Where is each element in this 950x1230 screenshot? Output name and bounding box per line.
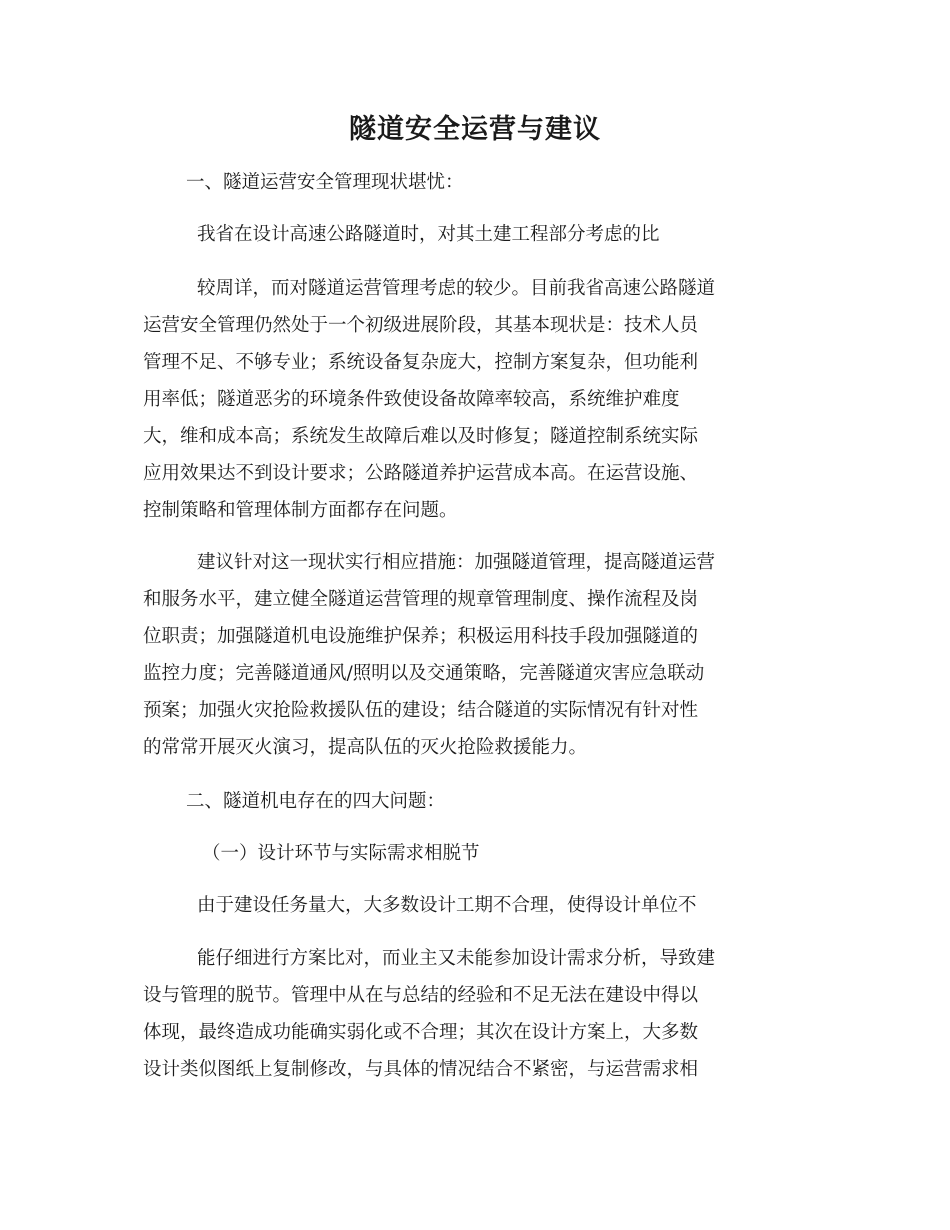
section-heading-2: 二、隧道机电存在的四大问题： xyxy=(186,791,446,812)
paragraph-line: 预案；加强火灾抢险救援队伍的建设；结合隧道的实际情况有针对性 xyxy=(143,700,699,721)
paragraph-line: 设计类似图纸上复制修改，与具体的情况结合不紧密，与运营需求相 xyxy=(143,1059,699,1080)
paragraph-line: 监控力度；完善隧道通风/照明以及交通策略，完善隧道灾害应急联动 xyxy=(143,663,705,684)
paragraph-line: 由于建设任务量大，大多数设计工期不合理，使得设计单位不 xyxy=(197,895,697,916)
paragraph-line: 体现，最终造成功能确实弱化或不合理；其次在设计方案上，大多数 xyxy=(143,1022,699,1043)
paragraph-line: 位职责；加强隧道机电设施维护保养；积极运用科技手段加强隧道的 xyxy=(143,626,699,647)
paragraph-line: 设与管理的脱节。管理中从在与总结的经验和不足无法在建设中得以 xyxy=(143,985,699,1006)
paragraph-line: 大，维和成本高；系统发生故障后难以及时修复；隧道控制系统实际 xyxy=(143,426,699,447)
paragraph-line: 应用效果达不到设计要求；公路隧道养护运营成本高。在运营设施、 xyxy=(143,463,699,484)
paragraph-line: 的常常开展灭火演习，提高队伍的灭火抢险救援能力。 xyxy=(143,737,588,758)
paragraph-line: 建议针对这一现状实行相应措施：加强隧道管理，提高隧道运营 xyxy=(197,552,716,573)
section-heading-1: 一、隧道运营安全管理现状堪忧： xyxy=(186,172,464,193)
document-title: 隧道安全运营与建议 xyxy=(349,114,601,145)
paragraph-line: 我省在设计高速公路隧道时，对其土建工程部分考虑的比 xyxy=(197,224,660,245)
paragraph-line: 和服务水平，建立健全隧道运营管理的规章管理制度、操作流程及岗 xyxy=(143,589,699,610)
paragraph-line: 运营安全管理仍然处于一个初级进展阶段，其基本现状是：技术人员 xyxy=(143,315,699,336)
paragraph-line: 用率低；隧道恶劣的环境条件致使设备故障率较高，系统维护难度 xyxy=(143,389,680,410)
subsection-heading-1: （一）设计环节与实际需求相脱节 xyxy=(202,843,480,864)
paragraph-line: 管理不足、不够专业；系统设备复杂庞大，控制方案复杂，但功能利 xyxy=(143,352,699,373)
paragraph-line: 能仔细进行方案比对，而业主又未能参加设计需求分析，导致建 xyxy=(197,948,716,969)
paragraph-line: 较周详，而对隧道运营管理考虑的较少。目前我省高速公路隧道 xyxy=(197,278,716,299)
paragraph-line: 控制策略和管理体制方面都存在问题。 xyxy=(143,500,458,521)
